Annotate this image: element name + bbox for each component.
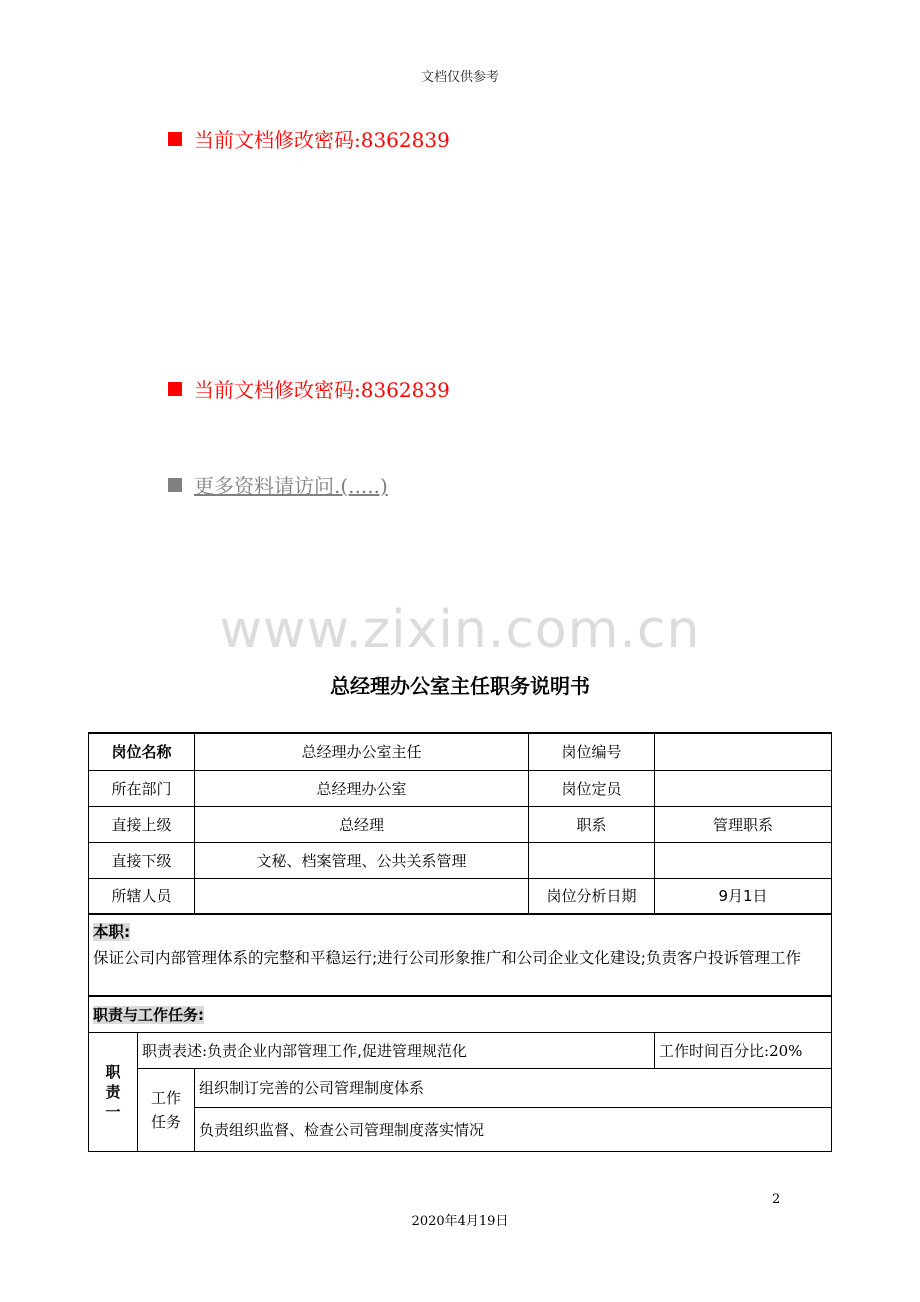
cell-label: 直接下级	[89, 842, 195, 878]
table-row	[89, 806, 832, 842]
more-info-link[interactable]: 更多资料请访问.(.....)	[194, 474, 388, 498]
gray-square-bullet-icon	[168, 478, 182, 492]
table-row	[89, 842, 832, 878]
table-row	[89, 914, 832, 996]
red-square-bullet-icon	[168, 382, 182, 396]
job-spec-table	[88, 732, 832, 1152]
benzhi-label: 本职:	[93, 923, 131, 941]
cell-value: 管理职系	[655, 806, 832, 842]
tasks-label-line: 任务	[151, 1112, 182, 1131]
password-text-1: 当前文档修改密码:8362839	[194, 128, 450, 152]
page-number: 2	[772, 1192, 781, 1207]
duties-label: 职责与工作任务:	[93, 1005, 204, 1024]
cell-value	[195, 878, 529, 914]
duty-description-cell	[138, 1032, 655, 1068]
cell-value	[655, 770, 832, 806]
footer-date: 2020年4月19日	[411, 1214, 509, 1229]
table-row	[89, 996, 832, 1032]
cell-value	[655, 733, 832, 770]
duty-number-cell	[89, 1032, 138, 1151]
benzhi-cell	[89, 914, 832, 996]
duty-desc-text: 负责企业内部管理工作,促进管理规范化	[207, 1041, 467, 1060]
duty-desc-prefix: 职责表述:	[142, 1041, 208, 1060]
cell-value: 文秘、档案管理、公共关系管理	[195, 842, 529, 878]
table-row	[89, 733, 832, 770]
cell-label: 所在部门	[89, 770, 195, 806]
cell-label: 职系	[529, 806, 655, 842]
cell-value: 9月1日	[655, 878, 832, 914]
cell-label: 岗位定员	[529, 770, 655, 806]
benzhi-text: 保证公司内部管理体系的完整和平稳运行;进行公司形象推广和公司企业文化建设;负责客户投诉管理工作	[93, 949, 801, 967]
duty-label-char: 职	[105, 1062, 121, 1081]
cell-value	[655, 842, 832, 878]
more-info-line	[168, 470, 388, 499]
cell-value: 总经理办公室	[195, 770, 529, 806]
table-row	[89, 770, 832, 806]
cell-value: 总经理办公室主任	[195, 733, 529, 770]
time-percentage-cell: 工作时间百分比:20%	[655, 1032, 832, 1068]
table-row	[89, 1107, 832, 1151]
table-row	[89, 1032, 832, 1068]
watermark: www.zixin.com.cn	[219, 600, 701, 660]
cell-label	[529, 842, 655, 878]
cell-label: 直接上级	[89, 806, 195, 842]
password-line-1	[168, 124, 450, 153]
duty-label-char: 一	[105, 1102, 121, 1121]
cell-value: 总经理	[195, 806, 529, 842]
password-text-2: 当前文档修改密码:8362839	[194, 378, 450, 402]
header-note: 文档仅供参考	[420, 70, 499, 85]
password-line-2	[168, 374, 450, 403]
table-row	[89, 878, 832, 914]
tasks-label-cell	[138, 1068, 195, 1151]
cell-label: 所辖人员	[89, 878, 195, 914]
tasks-label-line: 工作	[151, 1088, 182, 1107]
duties-heading-cell	[89, 996, 832, 1032]
document-title: 总经理办公室主任职务说明书	[330, 674, 590, 698]
cell-label: 岗位编号	[529, 733, 655, 770]
task-item: 负责组织监督、检查公司管理制度落实情况	[195, 1107, 832, 1151]
cell-label: 岗位分析日期	[529, 878, 655, 914]
cell-label: 岗位名称	[89, 733, 195, 770]
task-item: 组织制订完善的公司管理制度体系	[195, 1068, 832, 1107]
red-square-bullet-icon	[168, 132, 182, 146]
duty-label-char: 责	[105, 1082, 121, 1101]
table-row	[89, 1068, 832, 1107]
